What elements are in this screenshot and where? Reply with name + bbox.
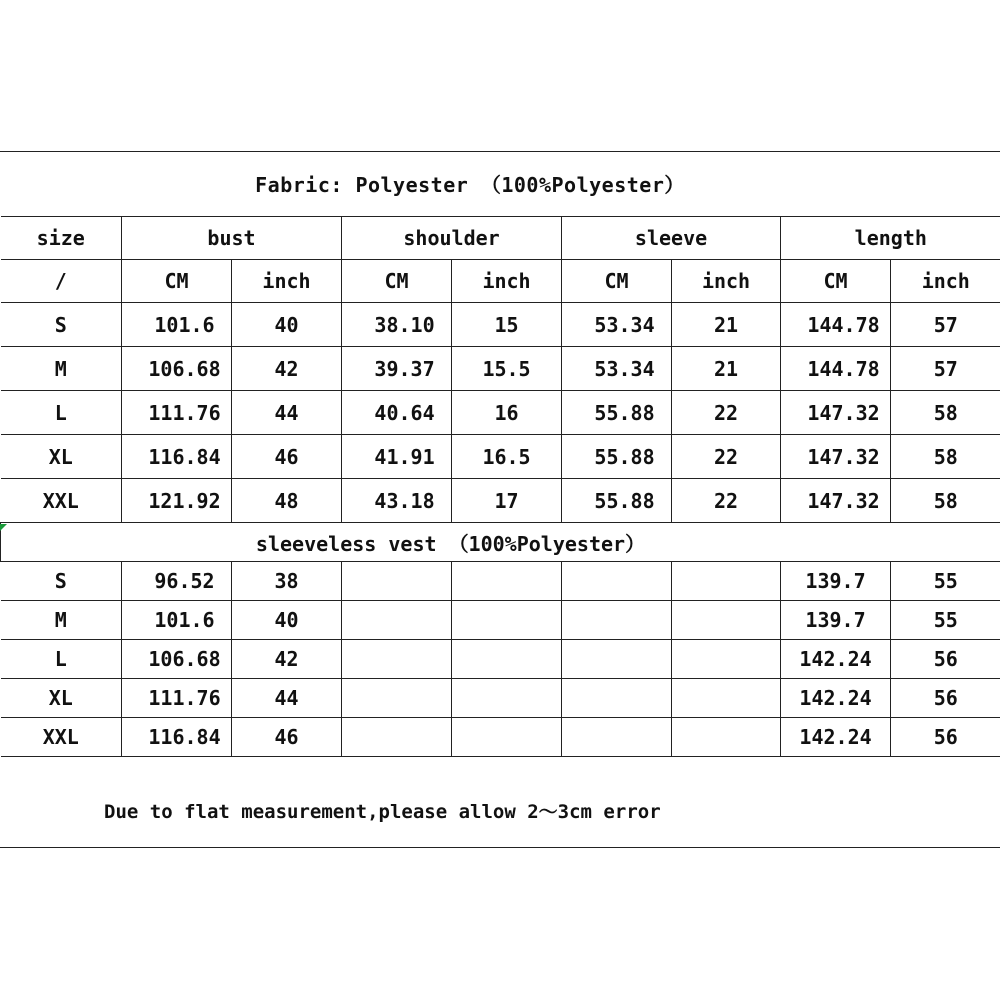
header-row: [1, 217, 1000, 260]
bust-inch-cell: 42: [232, 347, 342, 391]
length-cm-cell: 144.78: [781, 347, 891, 391]
shoulder-inch-cell: 17: [452, 479, 562, 523]
bust-inch-cell: 40: [232, 303, 342, 347]
shoulder-inch-cell: 15.5: [452, 347, 562, 391]
shoulder-inch-cell: 16.5: [452, 435, 562, 479]
sleeve-cm-header: CM: [562, 260, 672, 303]
empty-cell: [342, 601, 452, 640]
length-header: length: [781, 217, 1000, 260]
unit-slash: /: [1, 260, 122, 303]
empty-cell: [562, 562, 672, 601]
empty-cell: [562, 679, 672, 718]
size-header: size: [1, 217, 122, 260]
length-cm-cell: 142.24: [781, 718, 891, 757]
sleeve-header: sleeve: [562, 217, 781, 260]
measurement-note: Due to flat measurement,please allow 2～3cm error: [104, 801, 661, 823]
size-cell: M: [1, 347, 122, 391]
table-row: [1, 391, 1000, 435]
length-inch-cell: 56: [891, 679, 1000, 718]
sleeve-inch-header: inch: [672, 260, 781, 303]
empty-cell: [672, 679, 781, 718]
empty-cell: [342, 640, 452, 679]
bust-cm-cell: 101.6: [122, 601, 232, 640]
bust-cm-cell: 111.76: [122, 679, 232, 718]
length-inch-cell: 57: [891, 303, 1000, 347]
empty-cell: [562, 718, 672, 757]
shoulder-cm-cell: 43.18: [342, 479, 452, 523]
shoulder-cm-cell: 38.10: [342, 303, 452, 347]
bust-inch-cell: 42: [232, 640, 342, 679]
bust-cm-cell: 111.76: [122, 391, 232, 435]
bust-inch-cell: 48: [232, 479, 342, 523]
sleeve-inch-cell: 21: [672, 303, 781, 347]
size-cell: XL: [1, 435, 122, 479]
shoulder-cm-cell: 40.64: [342, 391, 452, 435]
table-row: [1, 479, 1000, 523]
shoulder-inch-cell: 16: [452, 391, 562, 435]
sleeve-inch-cell: 22: [672, 435, 781, 479]
bust-cm-cell: 121.92: [122, 479, 232, 523]
length-inch-cell: 55: [891, 562, 1000, 601]
empty-cell: [452, 562, 562, 601]
bust-cm-cell: 101.6: [122, 303, 232, 347]
bust-cm-cell: 106.68: [122, 640, 232, 679]
shoulder-cm-header: CM: [342, 260, 452, 303]
vest-section-row: [1, 523, 1000, 562]
bust-inch-cell: 40: [232, 601, 342, 640]
sleeve-inch-cell: 21: [672, 347, 781, 391]
empty-cell: [452, 718, 562, 757]
table-row: [1, 679, 1000, 718]
size-cell: L: [1, 640, 122, 679]
length-inch-cell: 56: [891, 718, 1000, 757]
unit-row: [1, 260, 1000, 303]
length-cm-header: CM: [781, 260, 891, 303]
table-row: [1, 562, 1000, 601]
vest-section-title: sleeveless vest （100%Polyester）: [1, 523, 1000, 562]
empty-cell: [342, 679, 452, 718]
length-inch-cell: 58: [891, 391, 1000, 435]
length-cm-cell: 142.24: [781, 679, 891, 718]
bust-inch-cell: 44: [232, 679, 342, 718]
bust-inch-cell: 38: [232, 562, 342, 601]
bust-inch-cell: 44: [232, 391, 342, 435]
length-inch-cell: 56: [891, 640, 1000, 679]
length-inch-cell: 58: [891, 479, 1000, 523]
shoulder-inch-cell: 15: [452, 303, 562, 347]
length-cm-cell: 139.7: [781, 601, 891, 640]
table-row: [1, 601, 1000, 640]
length-inch-cell: 58: [891, 435, 1000, 479]
corner-marker: [0, 524, 7, 531]
table-row: [1, 303, 1000, 347]
shoulder-cm-cell: 39.37: [342, 347, 452, 391]
sleeve-cm-cell: 55.88: [562, 479, 672, 523]
length-cm-cell: 144.78: [781, 303, 891, 347]
shoulder-header: shoulder: [342, 217, 562, 260]
table-row: [1, 718, 1000, 757]
length-cm-cell: 147.32: [781, 435, 891, 479]
shoulder-cm-cell: 41.91: [342, 435, 452, 479]
length-inch-header: inch: [891, 260, 1000, 303]
empty-cell: [342, 562, 452, 601]
empty-cell: [452, 601, 562, 640]
size-cell: XXL: [1, 479, 122, 523]
empty-cell: [342, 718, 452, 757]
size-cell: S: [1, 562, 122, 601]
bust-inch-header: inch: [232, 260, 342, 303]
length-cm-cell: 142.24: [781, 640, 891, 679]
bust-inch-cell: 46: [232, 435, 342, 479]
size-cell: S: [1, 303, 122, 347]
length-cm-cell: 139.7: [781, 562, 891, 601]
empty-cell: [672, 601, 781, 640]
empty-cell: [672, 562, 781, 601]
size-cell: M: [1, 601, 122, 640]
sleeve-inch-cell: 22: [672, 391, 781, 435]
empty-cell: [562, 601, 672, 640]
sleeve-cm-cell: 53.34: [562, 303, 672, 347]
bust-cm-cell: 96.52: [122, 562, 232, 601]
bust-header: bust: [122, 217, 342, 260]
size-cell: L: [1, 391, 122, 435]
bust-cm-header: CM: [122, 260, 232, 303]
empty-cell: [562, 640, 672, 679]
table-row: [1, 435, 1000, 479]
empty-cell: [452, 679, 562, 718]
fabric-title: Fabric: Polyester （100%Polyester）: [255, 172, 685, 197]
size-cell: XXL: [1, 718, 122, 757]
empty-cell: [672, 718, 781, 757]
table-row: [1, 347, 1000, 391]
empty-cell: [672, 640, 781, 679]
bust-cm-cell: 116.84: [122, 718, 232, 757]
shoulder-inch-header: inch: [452, 260, 562, 303]
length-inch-cell: 55: [891, 601, 1000, 640]
sleeve-inch-cell: 22: [672, 479, 781, 523]
sleeve-cm-cell: 55.88: [562, 435, 672, 479]
empty-cell: [452, 640, 562, 679]
length-cm-cell: 147.32: [781, 479, 891, 523]
size-cell: XL: [1, 679, 122, 718]
sleeve-cm-cell: 55.88: [562, 391, 672, 435]
length-cm-cell: 147.32: [781, 391, 891, 435]
length-inch-cell: 57: [891, 347, 1000, 391]
sleeve-cm-cell: 53.34: [562, 347, 672, 391]
table-row: [1, 640, 1000, 679]
size-table: [0, 216, 1000, 757]
bust-cm-cell: 106.68: [122, 347, 232, 391]
bust-inch-cell: 46: [232, 718, 342, 757]
bust-cm-cell: 116.84: [122, 435, 232, 479]
